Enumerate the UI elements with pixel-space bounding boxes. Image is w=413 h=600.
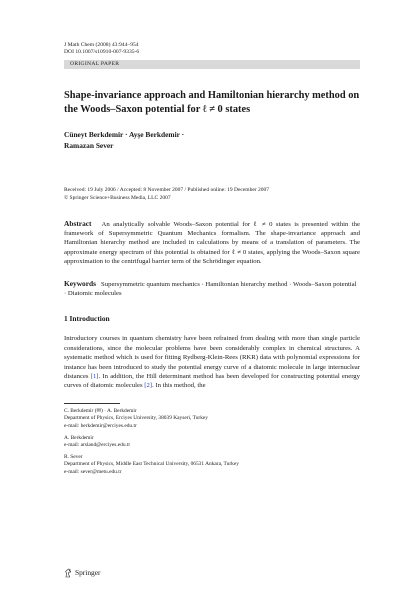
citation-link-2[interactable]: [2]: [144, 382, 153, 390]
author-line-1: Cüneyt Berkdemir · Ayşe Berkdemir ·: [64, 130, 185, 140]
affiliation-2-names: A. Berkdemir: [64, 434, 94, 441]
affiliation-1-email: e-mail: berkdemir@erciyes.edu.tr: [64, 423, 137, 430]
keywords-label: Keywords: [64, 278, 97, 288]
intro-text-2: . In addition, the Hill determinant method has been developed for constructing potential energy curves of diatomic molecules: [64, 373, 360, 390]
abstract-label: Abstract: [64, 218, 92, 228]
copyright-notice: © Springer Science+Business Media, LLC 2007: [64, 195, 171, 201]
author-list: [64, 130, 360, 151]
keywords: [64, 279, 360, 299]
affiliation-3-names: R. Sever: [64, 453, 83, 460]
footnote-divider: [64, 403, 120, 404]
publisher-logo: [64, 568, 100, 578]
journal-citation: J Math Chem (2008) 43:944–954: [64, 42, 139, 48]
journal-header: [64, 42, 360, 56]
author-line-2: Ramazan Sever: [64, 140, 114, 150]
affiliation-2-email: e-mail: arsland@erciyes.edu.tr: [64, 442, 131, 449]
intro-text-3: . In this method, the: [152, 382, 206, 390]
publication-history: Received: 19 July 2006 / Accepted: 8 November 2007 / Published online: 19 December 2007: [64, 187, 269, 194]
journal-doi: DOI 10.1007/s10910-007-9335-6: [64, 49, 140, 56]
affiliation-2: [64, 435, 360, 450]
article-page: [64, 42, 360, 477]
affiliation-3: [64, 454, 360, 477]
springer-horse-icon: [64, 568, 73, 578]
abstract-text: An analytically solvable Woods–Saxon potential for ℓ ≠ 0 states is presented within the framework of Supersymmetric Quantum Mechanics formalism. The shape-invariance approach and Hamiltonian hierarchy method are included in calculations by means of a translation of parameters. The approximate energy spectrum of this potential is obtained for ℓ ≠ 0 states, applying the Woods–Saxon square approximation to the centrifugal barrier term of the Schrödinger equation.: [64, 220, 360, 266]
affiliation-1-names: C. Berkdemir (✉) · A. Berkdemir: [64, 407, 137, 414]
intro-text-1: Introductory courses in quantum chemistry have been refrained from dealing with more than single particle considerations, since the molecular problems have been considerably complex in chemical structures. A systematic method which is used for fitting Rydberg-Klein-Rees (RKR) data with polynomial expressions for instance has been introduced to study the potential energy curve of a diatomic molecule in large internuclear distances: [64, 335, 360, 381]
citation-link-1[interactable]: [1]: [90, 373, 99, 381]
affiliation-3-dept: Department of Physics, Middle East Technical University, 06531 Ankara, Turkey: [64, 461, 239, 468]
publication-dates: [64, 187, 360, 202]
section-heading: 1 Introduction: [64, 314, 110, 324]
abstract: [64, 219, 360, 267]
affiliation-3-email: e-mail: sever@metu.edu.tr: [64, 469, 122, 476]
affiliation-1-dept: Department of Physics, Erciyes University, 38039 Kayseri, Turkey: [64, 415, 208, 422]
article-type-banner: ORIGINAL PAPER: [64, 60, 360, 69]
intro-paragraph: [64, 334, 360, 390]
article-title: Shape-invariance approach and Hamiltonian hierarchy method on the Woods–Saxon potential for ℓ ≠ 0 states: [64, 90, 360, 115]
affiliation-1: [64, 408, 360, 431]
keywords-text: Supersymmetric quantum mechanics · Hamiltonian hierarchy method · Woods–Saxon potential · Diatomic molecules: [64, 280, 357, 298]
publisher-name: Springer: [75, 568, 101, 577]
